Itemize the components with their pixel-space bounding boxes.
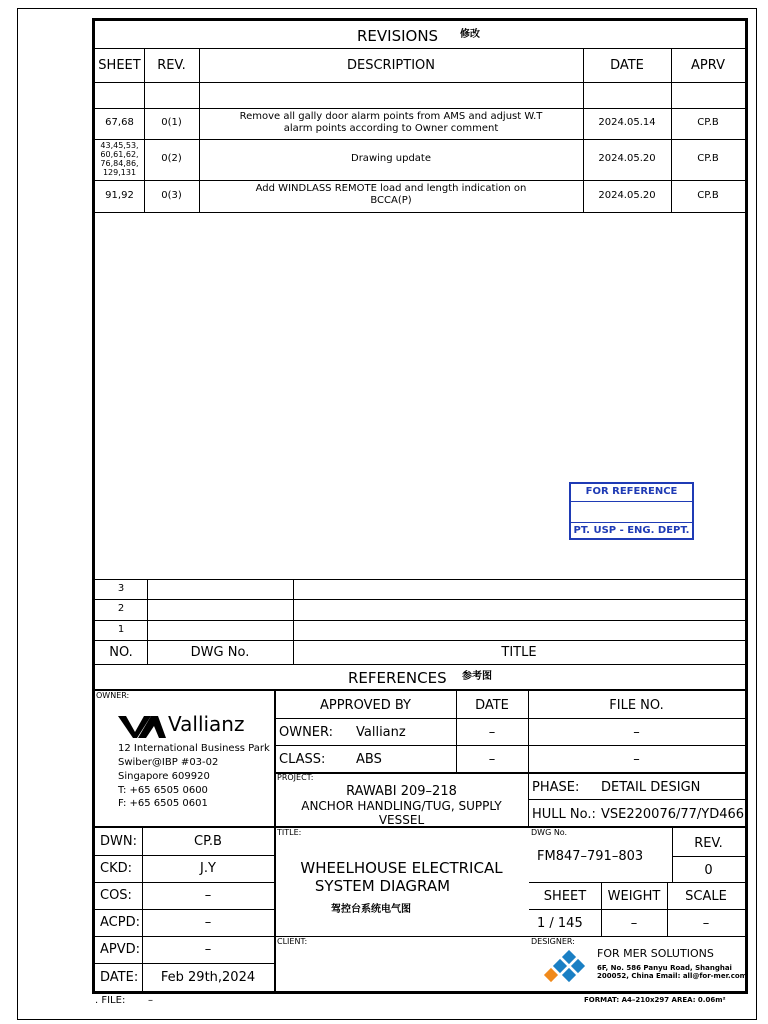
designer-address-1: 6F, No. 586 Panyu Road, Shanghai bbox=[597, 964, 732, 972]
client-label: CLIENT: bbox=[277, 937, 308, 946]
vallianz-logo-icon bbox=[118, 714, 166, 738]
row3-rev: 0(3) bbox=[161, 190, 182, 201]
footer-file-label: . FILE: bbox=[95, 995, 126, 1006]
revisions-title-cn: 修改 bbox=[460, 29, 480, 40]
references-title-cn: 参考图 bbox=[462, 671, 492, 682]
date-label: DATE: bbox=[100, 970, 139, 985]
owner-label: OWNER: bbox=[96, 691, 130, 700]
approval-owner-label: OWNER: bbox=[279, 725, 334, 740]
approval-owner-value: Vallianz bbox=[356, 725, 406, 740]
project-line-2: ANCHOR HANDLING/TUG, SUPPLY bbox=[301, 799, 502, 813]
row1-date: 2024.05.14 bbox=[598, 117, 656, 128]
acpd-value: – bbox=[204, 915, 212, 930]
row2-sheet-1: 43,45,53, bbox=[100, 141, 139, 150]
apvd-label: APVD: bbox=[100, 942, 141, 957]
dwg-number: FM847–791–803 bbox=[537, 849, 644, 864]
owner-address-3: Singapore 609920 bbox=[118, 771, 210, 782]
owner-company: Vallianz bbox=[168, 712, 245, 736]
references-title: REFERENCES bbox=[348, 669, 447, 687]
approval-date-header: DATE bbox=[475, 698, 509, 713]
designer-label: DESIGNER: bbox=[531, 937, 575, 946]
approval-owner-date: – bbox=[488, 725, 496, 740]
ref-header-no: NO. bbox=[109, 645, 133, 660]
revisions-title: REVISIONS bbox=[357, 27, 439, 45]
project-line-3: VESSEL bbox=[378, 813, 425, 827]
ref-row-2: 2 bbox=[117, 603, 125, 614]
owner-phone: T: +65 6505 0600 bbox=[118, 785, 208, 796]
scale-value: – bbox=[702, 916, 710, 931]
drawing-title-cn: 驾控台系统电气图 bbox=[331, 904, 411, 915]
row2-aprv: CP.B bbox=[697, 153, 719, 164]
header-date: DATE bbox=[610, 58, 644, 73]
ref-header-dwg: DWG No. bbox=[190, 645, 250, 660]
approval-owner-file: – bbox=[633, 725, 640, 740]
stamp-line1: FOR REFERENCE bbox=[585, 486, 678, 497]
row1-desc-2: alarm points according to Owner comment bbox=[283, 123, 499, 134]
date-value: Feb 29th,2024 bbox=[160, 970, 256, 985]
sheet-label: SHEET bbox=[543, 889, 587, 904]
dwn-value: CP.B bbox=[194, 834, 222, 849]
apvd-value: – bbox=[204, 942, 212, 957]
ref-row-3: 3 bbox=[117, 583, 125, 594]
header-rev: REV. bbox=[157, 58, 186, 73]
row3-sheet: 91,92 bbox=[105, 190, 134, 201]
header-sheet: SHEET bbox=[98, 58, 141, 73]
row2-date: 2024.05.20 bbox=[598, 153, 656, 164]
project-line-1: RAWABI 209–218 bbox=[346, 784, 457, 799]
weight-label: WEIGHT bbox=[607, 889, 661, 904]
row1-rev: 0(1) bbox=[161, 117, 182, 128]
title-label: TITLE: bbox=[277, 828, 302, 837]
sheet-value: 1 / 145 bbox=[537, 916, 583, 931]
approval-class-file: – bbox=[633, 752, 640, 767]
file-no-header: FILE NO. bbox=[609, 698, 664, 713]
scale-label: SCALE bbox=[685, 889, 727, 904]
row3-desc-1: Add WINDLASS REMOTE load and length indication on bbox=[255, 183, 527, 194]
row2-sheet-2: 60,61,62, bbox=[100, 150, 139, 159]
dwn-label: DWN: bbox=[100, 834, 137, 849]
row2-desc: Drawing update bbox=[351, 153, 431, 164]
owner-fax: F: +65 6505 0601 bbox=[118, 798, 208, 809]
row3-date: 2024.05.20 bbox=[598, 190, 656, 201]
rev-value: 0 bbox=[704, 863, 713, 878]
ckd-value: J.Y bbox=[200, 861, 216, 876]
row1-aprv: CP.B bbox=[697, 117, 719, 128]
approval-class-date: – bbox=[488, 752, 496, 767]
dwg-label: DWG No. bbox=[531, 828, 568, 837]
row2-rev: 0(2) bbox=[161, 153, 182, 164]
drawing-title-line-2: SYSTEM DIAGRAM bbox=[314, 877, 451, 895]
row2-sheet-4: 129,131 bbox=[102, 168, 137, 177]
ref-row-1: 1 bbox=[117, 624, 125, 635]
weight-value: – bbox=[630, 916, 638, 931]
row2-sheet-3: 76,84,86, bbox=[100, 159, 139, 168]
acpd-label: ACPD: bbox=[100, 915, 140, 930]
hull-label: HULL No.: bbox=[532, 807, 596, 822]
designer-address-2: 200052, China Email: all@for-mer.com bbox=[597, 972, 747, 980]
owner-address-2: Swiber@IBP #03-02 bbox=[118, 757, 219, 768]
header-description: DESCRIPTION bbox=[347, 58, 435, 73]
hull-value: VSE220076/77/YD466 bbox=[601, 807, 745, 822]
for-reference-stamp bbox=[569, 482, 694, 540]
phase-label: PHASE: bbox=[532, 780, 580, 795]
header-aprv: APRV bbox=[691, 58, 725, 73]
phase-value: DETAIL DESIGN bbox=[601, 780, 701, 795]
ckd-label: CKD: bbox=[100, 861, 132, 876]
row1-sheet: 67,68 bbox=[105, 117, 134, 128]
approval-class-value: ABS bbox=[356, 752, 382, 767]
designer-name: FOR MER SOLUTIONS bbox=[597, 947, 714, 960]
owner-address-1: 12 International Business Park bbox=[118, 743, 270, 754]
approved-by-header: APPROVED BY bbox=[319, 698, 411, 713]
row1-desc-1: Remove all gally door alarm points from AMS and adjust W.T bbox=[239, 111, 543, 122]
footer-format: FORMAT: A4–210x297 AREA: 0.06m² bbox=[584, 996, 726, 1004]
ref-header-title: TITLE bbox=[501, 645, 537, 660]
project-label: PROJECT: bbox=[277, 773, 314, 782]
stamp-line2: PT. USP - ENG. DEPT. bbox=[573, 525, 690, 536]
cos-label: COS: bbox=[100, 888, 132, 903]
cos-value: – bbox=[204, 888, 212, 903]
formers-logo-icon bbox=[542, 950, 592, 986]
row3-desc-2: BCCA(P) bbox=[370, 195, 412, 206]
footer-file-value: – bbox=[148, 995, 153, 1006]
rev-label: REV. bbox=[694, 836, 723, 851]
drawing-title-line-1: WHEELHOUSE ELECTRICAL bbox=[300, 859, 503, 877]
approval-class-label: CLASS: bbox=[279, 752, 326, 767]
row3-aprv: CP.B bbox=[697, 190, 719, 201]
